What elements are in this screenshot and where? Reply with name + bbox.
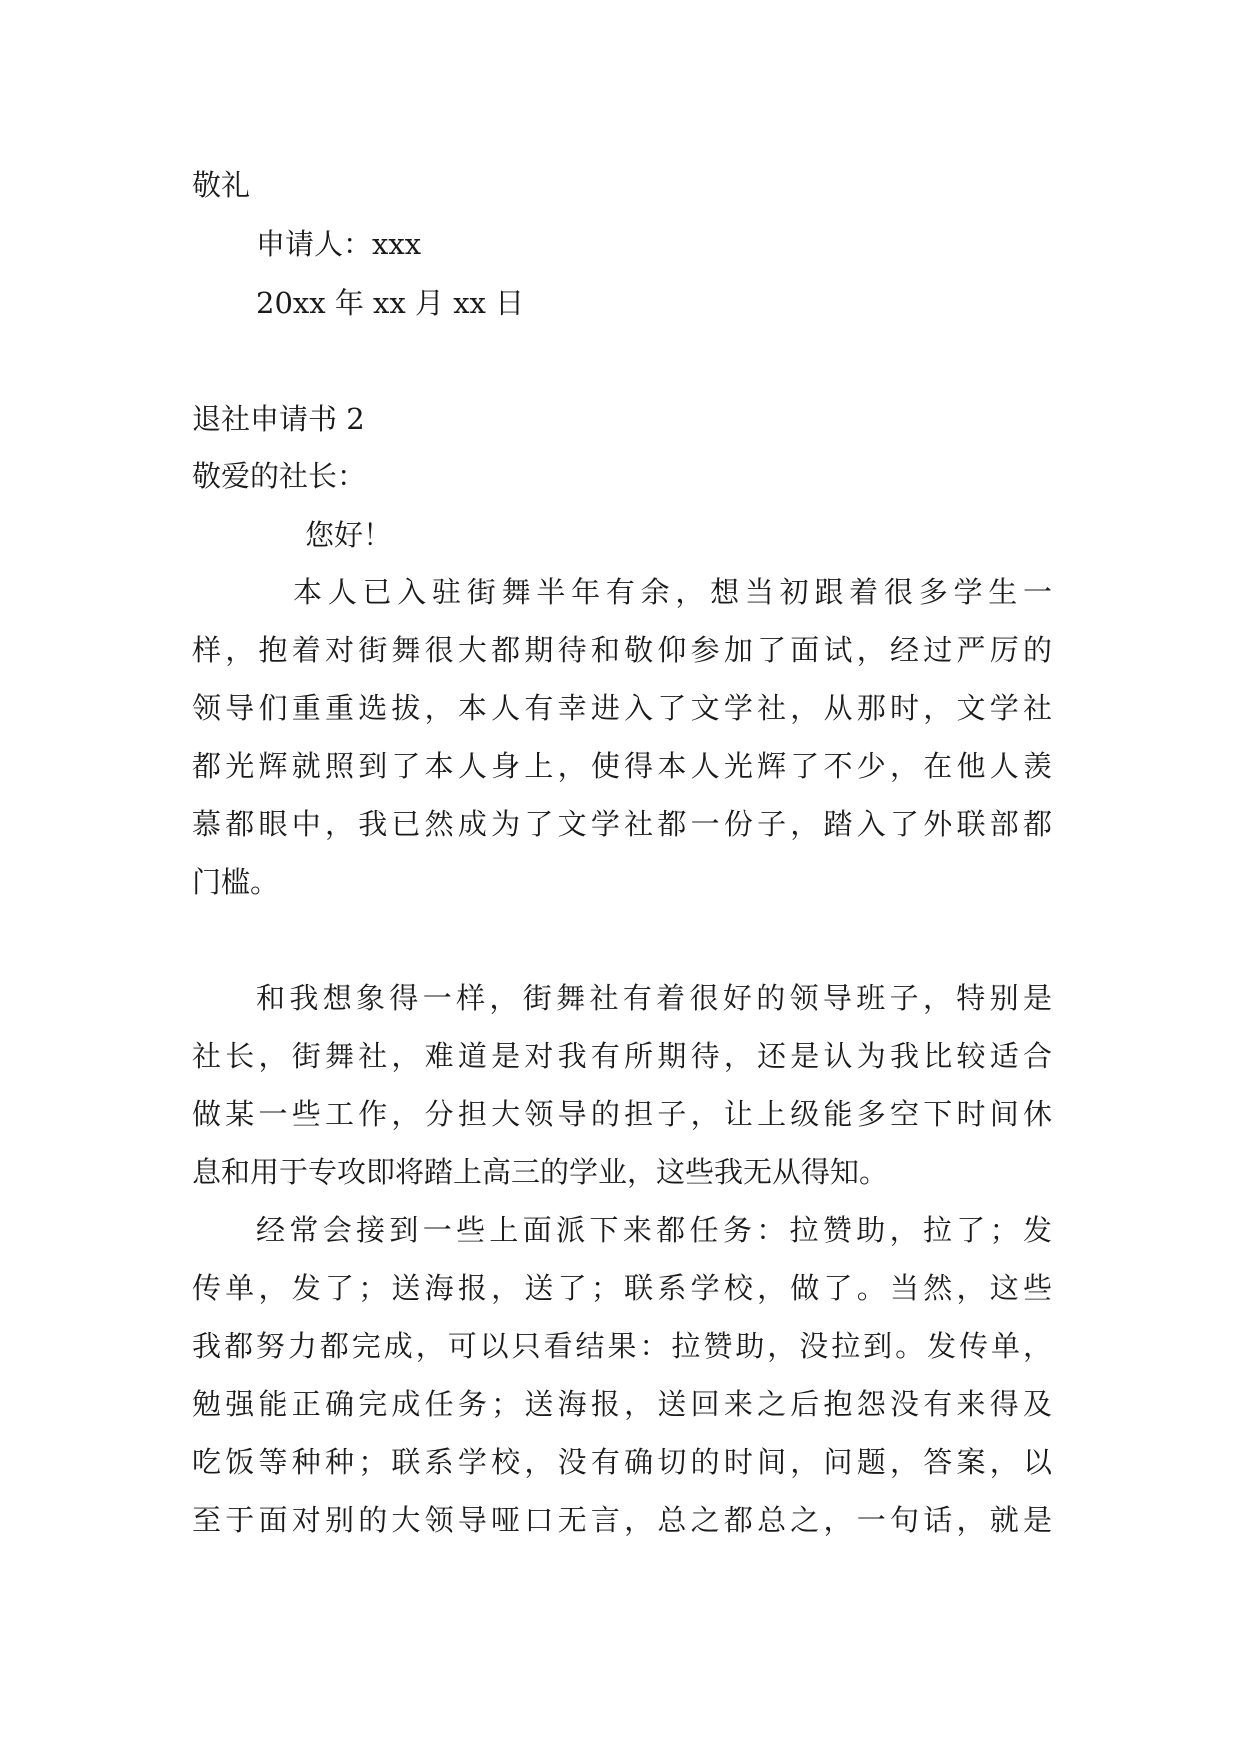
paragraph-line: 吃饭等种种；联系学校，没有确切的时间，问题，答案，以: [192, 1445, 1052, 1479]
letter-greeting: 敬爱的社长：: [192, 459, 367, 493]
paragraph-line: 勉强能正确完成任务；送海报，送回来之后抱怨没有来得及: [192, 1387, 1052, 1421]
paragraph-line: 都光辉就照到了本人身上，使得本人光辉了不少，在他人羡: [192, 749, 1052, 783]
closing-salutation: 敬礼: [192, 168, 251, 202]
paragraph-line: 经常会接到一些上面派下来都任务：拉赞助，拉了；发: [256, 1213, 1052, 1247]
paragraph-line: 传单，发了；送海报，送了；联系学校，做了。当然，这些: [192, 1271, 1052, 1305]
paragraph-line: 门槛。: [192, 865, 280, 899]
paragraph-line: 社长，街舞社，难道是对我有所期待，还是认为我比较适合: [192, 1039, 1052, 1073]
letter-hello: 您好！: [305, 518, 393, 552]
paragraph-line: 样，抱着对街舞很大都期待和敬仰参加了面试，经过严厉的: [192, 633, 1052, 667]
paragraph-line: 慕都眼中，我已然成为了文学社都一份子，踏入了外联部都: [192, 807, 1052, 841]
letter-title: 退社申请书 2: [192, 402, 365, 436]
paragraph-line: 领导们重重选拔，本人有幸进入了文学社，从那时，文学社: [192, 691, 1052, 725]
signature-date: 20xx 年 xx 月 xx 日: [256, 286, 525, 320]
paragraph-line: 我都努力都完成，可以只看结果：拉赞助，没拉到。发传单，: [192, 1329, 1052, 1363]
paragraph-line: 至于面对别的大领导哑口无言，总之都总之，一句话，就是: [192, 1503, 1052, 1537]
paragraph-line: 做某一些工作，分担大领导的担子，让上级能多空下时间休: [192, 1097, 1052, 1131]
paragraph-line: 本人已入驻街舞半年有余，想当初跟着很多学生一: [293, 575, 1052, 609]
paragraph-line: 息和用于专攻即将踏上高三的学业，这些我无从得知。: [192, 1155, 889, 1189]
applicant-name: 申请人：xxx: [256, 227, 422, 261]
paragraph-line: 和我想象得一样，街舞社有着很好的领导班子，特别是: [256, 981, 1052, 1015]
